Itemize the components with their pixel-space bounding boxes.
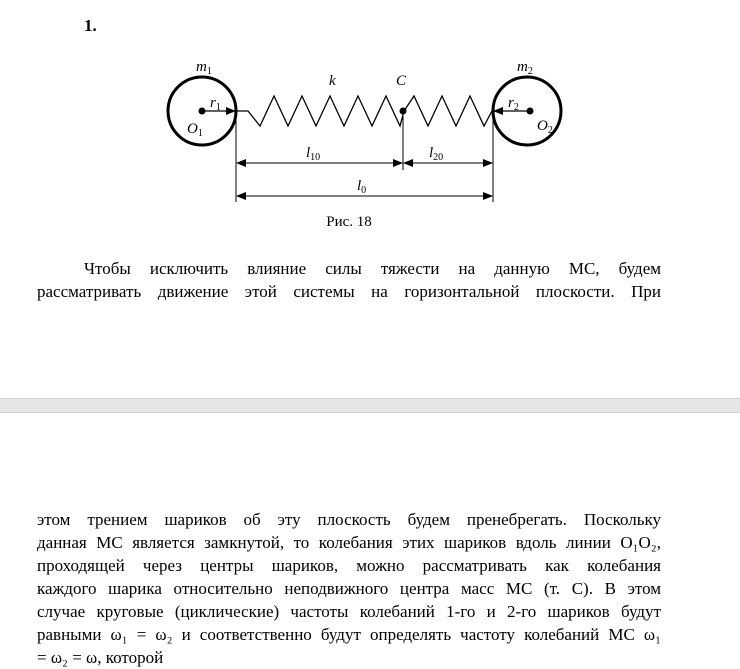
figure-caption: Рис. 18 [326, 214, 372, 230]
paragraph-2 [37, 508, 661, 669]
label-c: C [396, 73, 407, 89]
paragraph-line: Чтобы исключить влияние силы тяжести на данную МС, будем [84, 259, 661, 278]
paragraph-line: случае круговые (циклические) частоты колебаний 1-го и 2-го шариков будут [37, 602, 661, 621]
label-o1: $O_1$ [187, 121, 203, 139]
label-k: k [329, 73, 336, 89]
label-l20: $l_{20}$ [429, 145, 444, 163]
paragraph-line-partial: = ω₂ = ω, которой [37, 648, 164, 667]
paragraph-1 [37, 257, 661, 303]
paragraph-line: равными ω₁ = ω₂ и соответственно будут определять частоту колебаний МС ω₁ [37, 625, 661, 644]
label-o2: $O_2$ [537, 118, 553, 136]
page-separator [0, 398, 740, 413]
paragraph-line: данная МС является замкнутой, то колебания этих шариков вдоль линии O₁O₂, [37, 533, 661, 552]
label-l0: $l_0$ [357, 178, 367, 196]
figure-diagram [0, 0, 740, 240]
label-r2: $r_2$ [508, 95, 519, 113]
section-number: 1. [84, 16, 97, 35]
paragraph-line: каждого шарика относительно неподвижного центра масс МС (т. С). В этом [37, 579, 661, 598]
paragraph-line: рассматривать движение этой системы на горизонтальной плоскости. При [37, 282, 661, 301]
label-m2: $m_2$ [517, 59, 533, 77]
spring [236, 96, 492, 126]
label-r1: $r_1$ [210, 95, 221, 113]
label-m1: $m_1$ [196, 59, 212, 77]
label-l10: $l_{10}$ [306, 145, 321, 163]
paragraph-line: этом трением шариков об эту плоскость будем пренебрегать. Поскольку [37, 510, 661, 529]
paragraph-line: проходящей через центры шариков, можно рассматривать как колебания [37, 556, 661, 575]
document-page-2 [0, 413, 740, 667]
